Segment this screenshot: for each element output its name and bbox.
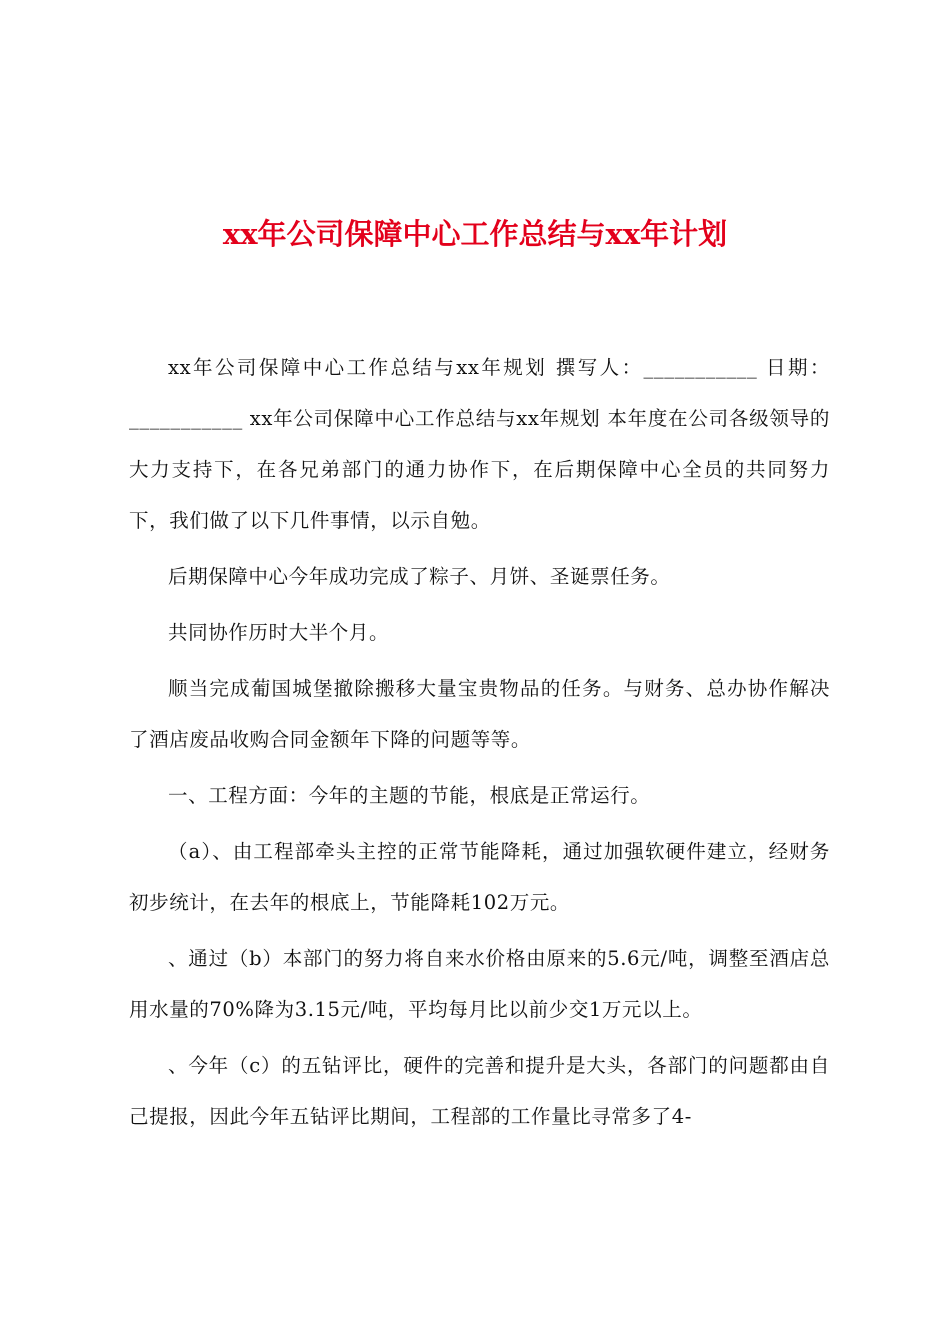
- document-title: xx年公司保障中心工作总结与xx年计划: [222, 217, 728, 251]
- document-body: [129, 342, 830, 1147]
- paragraph-water-price: 、通过（b）本部门的努力将自来水价格由原来的5.6元/吨，调整至酒店总用水量的70%降为3.15元/吨，平均每月比以前少交1万元以上。: [129, 947, 830, 1021]
- paragraph-five-diamond: 、今年（c）的五钻评比，硬件的完善和提升是大头，各部门的问题都由自己提报，因此今年五钻评比期间，工程部的工作量比寻常多了4-: [129, 1054, 830, 1128]
- paragraph-engineering-heading: 一、工程方面：今年的主题的节能，根底是正常运行。: [168, 784, 651, 807]
- paragraph-intro: xx年公司保障中心工作总结与xx年规划 撰写人：___________ 日期：___________ xx年公司保障中心工作总结与xx年规划 本年度在公司各级领导的大力支持下，在各兄弟部门的通力协作下，在后期保障中心全员的共同努力下，我们做了以下几件事情，以示自勉。: [129, 356, 830, 532]
- paragraph-castle: 顺当完成葡国城堡撤除搬移大量宝贵物品的任务。与财务、总办协作解决了酒店废品收购合同金额年下降的问题等等。: [129, 677, 830, 751]
- paragraph-tasks: 后期保障中心今年成功完成了粽子、月饼、圣诞票任务。: [168, 565, 671, 588]
- paragraph-energy-saving: （a）、由工程部牵头主控的正常节能降耗，通过加强软硬件建立，经财务初步统计，在去年的根底上，节能降耗102万元。: [129, 840, 830, 914]
- paragraph-cooperation: 共同协作历时大半个月。: [168, 621, 390, 644]
